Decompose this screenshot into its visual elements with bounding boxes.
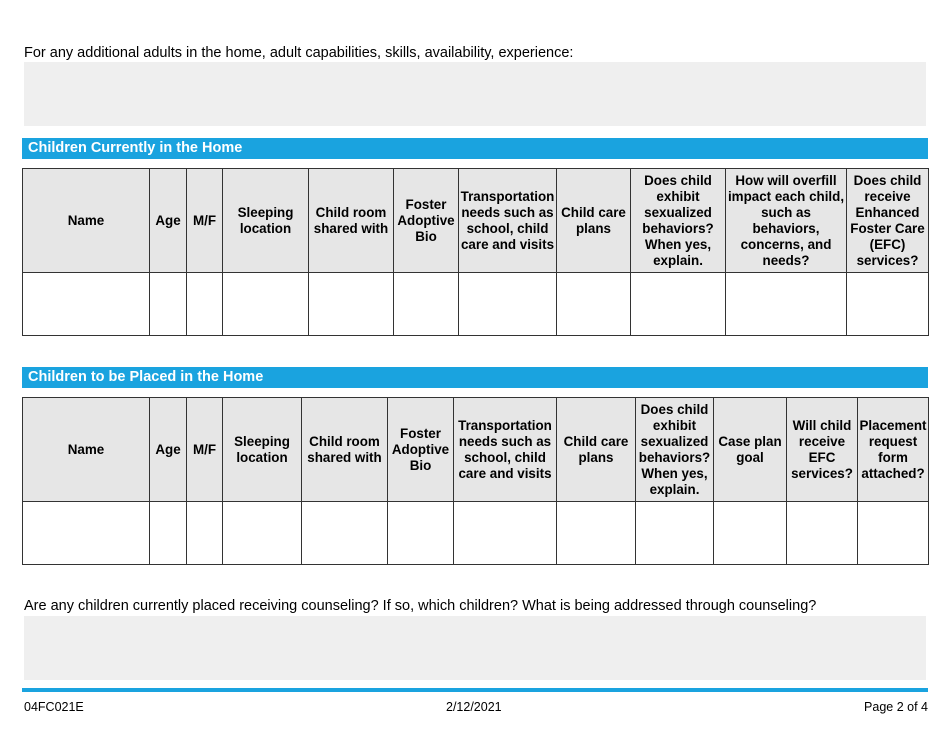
cell-placement-request-form[interactable]: [858, 502, 929, 565]
col-overfill-impact: How will overfill impact each child, such as behaviors, concerns, and needs?: [726, 169, 847, 273]
revision-date: 2/12/2021: [446, 700, 502, 714]
placed-children-table: [22, 397, 929, 565]
cell-name[interactable]: [23, 502, 150, 565]
table-row: [23, 273, 929, 336]
col-sex: M/F: [187, 169, 223, 273]
col-sexualized-behaviors: Does child exhibit sexualized behaviors? When yes, explain.: [631, 169, 726, 273]
col-child-care-plans: Child care plans: [557, 398, 636, 502]
placed-children-header-row: [23, 398, 929, 502]
cell-room-shared-with[interactable]: [302, 502, 388, 565]
col-foster-adoptive-bio: Foster Adoptive Bio: [388, 398, 454, 502]
col-foster-adoptive-bio: Foster Adoptive Bio: [394, 169, 459, 273]
cell-age[interactable]: [150, 273, 187, 336]
current-children-table: [22, 168, 929, 336]
cell-efc-services[interactable]: [847, 273, 929, 336]
cell-efc-services[interactable]: [787, 502, 858, 565]
col-age: Age: [150, 169, 187, 273]
cell-sleeping-location[interactable]: [223, 273, 309, 336]
cell-sexualized-behaviors[interactable]: [636, 502, 714, 565]
footer-divider: [22, 688, 928, 692]
col-sleeping-location: Sleeping location: [223, 169, 309, 273]
col-room-shared-with: Child room shared with: [309, 169, 394, 273]
current-children-header: Children Currently in the Home: [22, 138, 928, 159]
cell-sex[interactable]: [187, 273, 223, 336]
cell-sex[interactable]: [187, 502, 223, 565]
col-age: Age: [150, 398, 187, 502]
col-room-shared-with: Child room shared with: [302, 398, 388, 502]
form-id: 04FC021E: [24, 700, 84, 714]
col-transportation: Transportation needs such as school, child care and visits: [459, 169, 557, 273]
cell-transportation[interactable]: [459, 273, 557, 336]
placed-children-header: Children to be Placed in the Home: [22, 367, 928, 388]
cell-sleeping-location[interactable]: [223, 502, 302, 565]
cell-name[interactable]: [23, 273, 150, 336]
col-sleeping-location: Sleeping location: [223, 398, 302, 502]
cell-case-plan-goal[interactable]: [714, 502, 787, 565]
counseling-answer-field[interactable]: [24, 616, 926, 680]
cell-foster-adoptive-bio[interactable]: [394, 273, 459, 336]
col-name: Name: [23, 169, 150, 273]
cell-child-care-plans[interactable]: [557, 502, 636, 565]
col-efc-services: Does child receive Enhanced Foster Care (EFC) services?: [847, 169, 929, 273]
col-efc-services: Will child receive EFC services?: [787, 398, 858, 502]
cell-age[interactable]: [150, 502, 187, 565]
page-number: Page 2 of 4: [864, 700, 928, 714]
cell-sexualized-behaviors[interactable]: [631, 273, 726, 336]
table-row: [23, 502, 929, 565]
current-children-header-row: [23, 169, 929, 273]
cell-foster-adoptive-bio[interactable]: [388, 502, 454, 565]
col-sexualized-behaviors: Does child exhibit sexualized behaviors? When yes, explain.: [636, 398, 714, 502]
counseling-question: Are any children currently placed receiving counseling? If so, which children? What is being addressed through counseling?: [24, 598, 817, 614]
cell-transportation[interactable]: [454, 502, 557, 565]
cell-overfill-impact[interactable]: [726, 273, 847, 336]
col-name: Name: [23, 398, 150, 502]
col-child-care-plans: Child care plans: [557, 169, 631, 273]
cell-child-care-plans[interactable]: [557, 273, 631, 336]
col-placement-request-form: Placement request form attached?: [858, 398, 929, 502]
col-sex: M/F: [187, 398, 223, 502]
col-case-plan-goal: Case plan goal: [714, 398, 787, 502]
cell-room-shared-with[interactable]: [309, 273, 394, 336]
col-transportation: Transportation needs such as school, child care and visits: [454, 398, 557, 502]
adults-answer-field[interactable]: [24, 62, 926, 126]
adults-question: For any additional adults in the home, adult capabilities, skills, availability, experience:: [24, 45, 574, 61]
